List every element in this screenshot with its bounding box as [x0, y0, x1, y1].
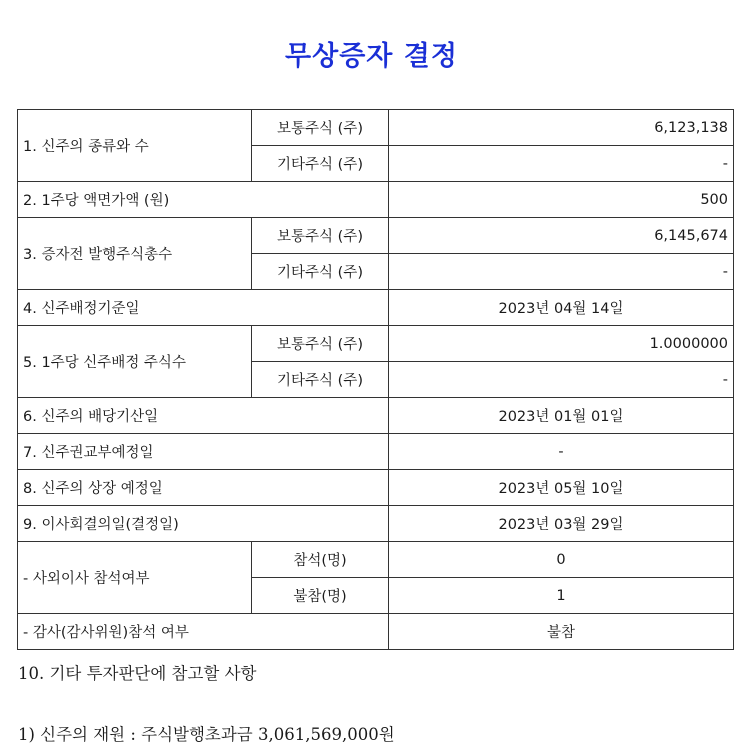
- record-date-label: 4. 신주배정기준일: [18, 290, 389, 326]
- outside-directors-label: - 사외이사 참석여부: [18, 542, 252, 614]
- table-row: [18, 218, 734, 254]
- dividend-start-label: 6. 신주의 배당기산일: [18, 398, 389, 434]
- table-row: [18, 614, 734, 650]
- table-row: [18, 470, 734, 506]
- listing-date-value: 2023년 05월 10일: [389, 470, 734, 506]
- dividend-start-value: 2023년 01월 01일: [389, 398, 734, 434]
- table-row: [18, 434, 734, 470]
- funding-source-note: 1) 신주의 재원 : 주식발행초과금 3,061,569,000원: [18, 725, 395, 744]
- other-shares-label: 기타주식 (주): [252, 362, 389, 398]
- common-shares-label: 보통주식 (주): [252, 326, 389, 362]
- allotment-common-value: 1.0000000: [389, 326, 734, 362]
- auditor-attendance-label: - 감사(감사위원)참석 여부: [18, 614, 389, 650]
- new-common-shares-value: 6,123,138: [389, 110, 734, 146]
- common-shares-label: 보통주식 (주): [252, 218, 389, 254]
- board-resolution-value: 2023년 03월 29일: [389, 506, 734, 542]
- table-row: [18, 398, 734, 434]
- other-shares-label: 기타주식 (주): [252, 254, 389, 290]
- shares-before-issue-label: 3. 증자전 발행주식총수: [18, 218, 252, 290]
- document-title: 무상증자 결정: [285, 41, 458, 72]
- certificate-delivery-label: 7. 신주권교부예정일: [18, 434, 389, 470]
- auditor-attendance-value: 불참: [389, 614, 734, 650]
- common-shares-label: 보통주식 (주): [252, 110, 389, 146]
- rights-issue-table: [17, 109, 734, 650]
- table-row: [18, 506, 734, 542]
- table-row: [18, 290, 734, 326]
- par-value-value: 500: [389, 182, 734, 218]
- par-value-label: 2. 1주당 액면가액 (원): [18, 182, 389, 218]
- listing-date-label: 8. 신주의 상장 예정일: [18, 470, 389, 506]
- before-other-shares-value: -: [389, 254, 734, 290]
- table-row: [18, 182, 734, 218]
- absent-value: 1: [389, 578, 734, 614]
- new-other-shares-value: -: [389, 146, 734, 182]
- allotment-other-value: -: [389, 362, 734, 398]
- new-shares-type-count-label: 1. 신주의 종류와 수: [18, 110, 252, 182]
- table-row: [18, 542, 734, 578]
- board-resolution-label: 9. 이사회결의일(결정일): [18, 506, 389, 542]
- present-label: 참석(명): [252, 542, 389, 578]
- certificate-delivery-value: -: [389, 434, 734, 470]
- table-row: [18, 110, 734, 146]
- table-row: [18, 326, 734, 362]
- section-10-heading: 10. 기타 투자판단에 참고할 사항: [18, 664, 257, 683]
- before-common-shares-value: 6,145,674: [389, 218, 734, 254]
- present-value: 0: [389, 542, 734, 578]
- allotment-ratio-label: 5. 1주당 신주배정 주식수: [18, 326, 252, 398]
- record-date-value: 2023년 04월 14일: [389, 290, 734, 326]
- other-shares-label: 기타주식 (주): [252, 146, 389, 182]
- absent-label: 불참(명): [252, 578, 389, 614]
